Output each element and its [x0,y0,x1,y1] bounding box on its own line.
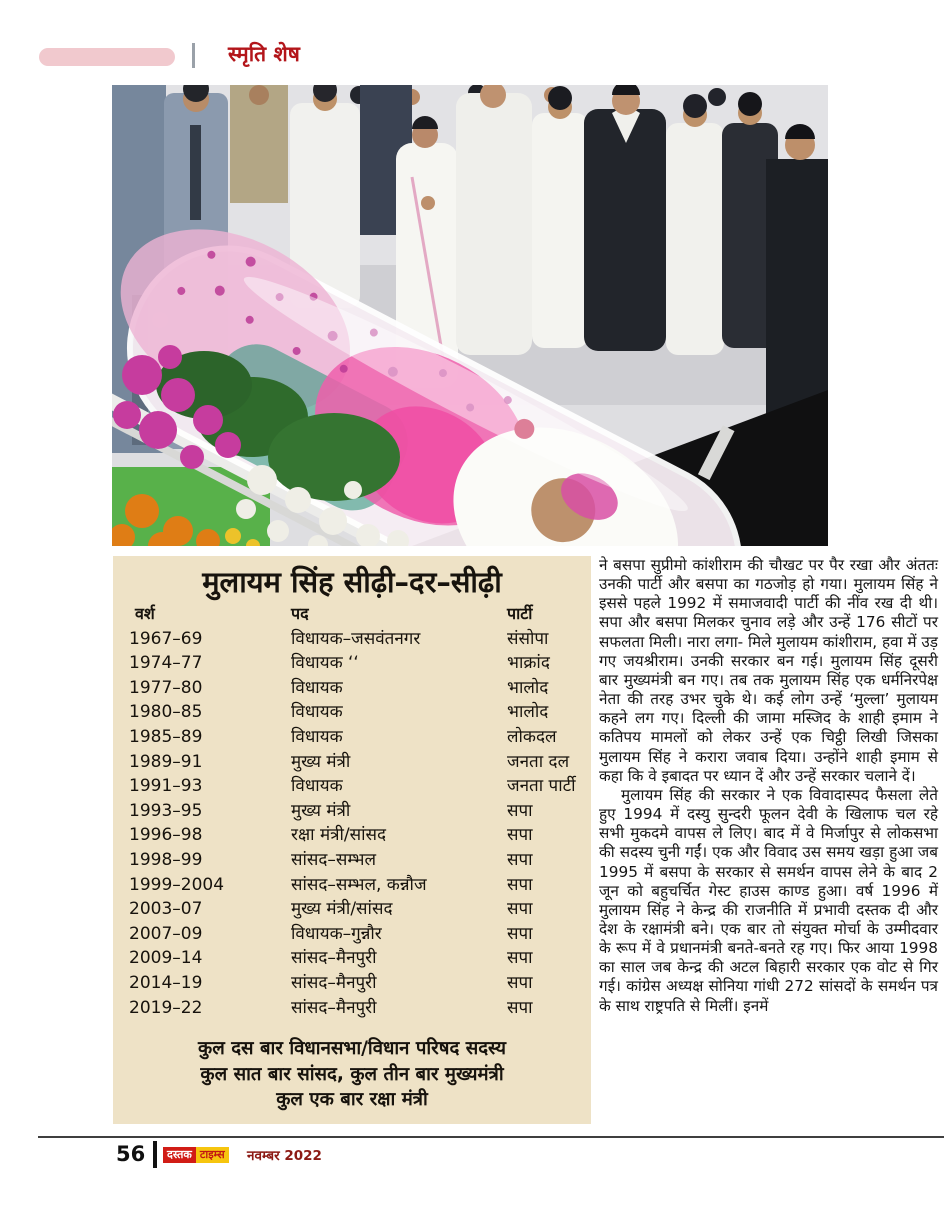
cell-years: 2014–19 [129,972,203,993]
table-row [113,996,591,1021]
cell-years: 1993–95 [129,800,203,821]
cell-post: विधायक [291,776,343,797]
issue-date: नवम्बर 2022 [247,1148,322,1164]
table-row [113,823,591,848]
cell-years: 1998–99 [129,849,203,870]
cell-years: 2007–09 [129,923,203,944]
table-row [113,676,591,701]
summary-line: कुल सात बार सांसद, कुल तीन बार मुख्यमंत्री [200,1063,504,1085]
cell-party: जनता दल [507,751,570,772]
cell-years: 1967–69 [129,628,203,649]
cell-party: सपा [507,972,533,993]
cell-post: विधायक [291,702,343,723]
footer-divider-bar [153,1141,157,1168]
cell-party: जनता पार्टी [507,776,576,797]
cell-party: सपा [507,800,533,821]
table-row [113,922,591,947]
cell-post: रक्षा मंत्री/सांसद [291,825,387,846]
cell-years: 1974–77 [129,653,203,674]
cell-years: 2009–14 [129,948,203,969]
cell-post: विधायक–गुन्नौर [291,923,382,944]
cell-post: विधायक–जसवंतनगर [291,628,421,649]
table-row [113,971,591,996]
table-body [113,627,591,1021]
cell-years: 1985–89 [129,726,203,747]
memorial-photo [112,85,828,546]
cell-years: 1991–93 [129,776,203,797]
cell-party: भालोद [507,702,549,723]
table-row [113,700,591,725]
table-row [113,725,591,750]
cell-party: सपा [507,825,533,846]
cell-party: सपा [507,874,533,895]
col-header-post: पद [291,604,309,623]
career-table-box [113,556,591,1124]
summary-line: कुल एक बार रक्षा मंत्री [276,1089,428,1111]
cell-post: सांसद–सम्भल, कन्नौज [291,874,427,895]
cell-party: सपा [507,923,533,944]
table-header-row [113,602,591,627]
cell-party: सपा [507,948,533,969]
logo-text-dastak: दस्तक [163,1147,196,1163]
cell-post: विधायक [291,726,343,747]
article-paragraph: मुलायम सिंह की सरकार ने एक विवादास्पद फैसला लेते हुए 1994 में दस्यु सुन्दरी फूलन देवी के खिलाफ चल रहे सभी मुकदमे वापस ले लिए। बाद में वे मिर्जापुर से लोकसभा की सदस्य चुनी गईं। एक और विवाद उस समय खड़ा हुआ जब 1995 में बसपा के सरकार से समर्थन वापस लेने के बाद 2 जून को बहुचर्चित गेस्ट हाउस काण्ड हुआ। वर्ष 1996 में मुलायम सिंह ने केन्द्र की राजनीति में प्रभावी दस्तक दी और देश के रक्षामंत्री बने। एक बार तो संयुक्त मोर्चा के उम्मीदवार के रूप में वे प्रधानमंत्री बनते-बनते रह गए। फिर आया 1998 का साल जब केन्द्र की अटल बिहारी सरकार एक वोट से गिर गई। कांग्रेस अध्यक्ष सोनिया गांधी 272 सांसदों के समर्थन पत्र के साथ राष्ट्रपति से मिलीं। इनमें [599,785,938,1015]
footer-rule [38,1136,944,1138]
cell-post: मुख्य मंत्री [291,751,351,772]
logo-text-times: टाइम्स [196,1147,229,1163]
cell-post: मुख्य मंत्री [291,800,351,821]
cell-party: भाक्रांद [507,653,550,674]
article-paragraph: ने बसपा सुप्रीमो कांशीराम की चौखट पर पैर रखा और अंततः उनकी पार्टी और बसपा का गठजोड़ हो गया। मुलायम सिंह ने इससे पहले 1992 में समाजवादी पार्टी की नींव रख दी थी। सपा और बसपा मिलकर चुनाव लड़े और उन्हें 176 सीटों पर सफलता मिली। नारा लगा- मिले मुलायम कांशीराम, हवा में उड़ गए जयश्रीराम। उनकी सरकार बन गई। मुलायम सिंह दूसरी बार मुख्यमंत्री बन गए। तब तक मुलायम सिंह एक धर्मनिरपेक्ष नेता की तरह उभर चुके थे। कई लोग उन्हें ‘मुल्ला’ मुलायम कहने लग गए। दिल्ली की जामा मस्जिद के शाही इमाम ने कतिपय मामलों को लेकर उन्हें एक चिट्ठी लिखी जिसका मुलायम सिंह ने करारा जवाब दिया। उन्होंने शाही इमाम से कहा कि वे इबादत पर ध्यान दें और उन्हें सरकार चलाने दें। [599,556,938,785]
masthead-placeholder [39,48,175,66]
cell-post: विधायक [291,677,343,698]
cell-post: सांसद–सम्भल [291,849,376,870]
table-row [113,627,591,652]
table-row [113,774,591,799]
table-row [113,897,591,922]
cell-post: मुख्य मंत्री/सांसद [291,899,393,920]
cell-post: सांसद–मैनपुरी [291,948,377,969]
cell-years: 1999–2004 [129,874,225,895]
cell-post: विधायक ‘‘ [291,653,359,674]
cell-party: सपा [507,997,533,1018]
cell-years: 2019–22 [129,997,203,1018]
table-row [113,848,591,873]
table-title: मुलायम सिंह सीढ़ी–दर–सीढ़ी [202,565,502,599]
memorial-photo-graphic [112,85,828,546]
cell-years: 1989–91 [129,751,203,772]
cell-years: 1977–80 [129,677,203,698]
cell-party: संसोपा [507,628,549,649]
cell-years: 1996–98 [129,825,203,846]
article-column [599,556,938,1016]
cell-party: लोकदल [507,726,557,747]
table-row [113,651,591,676]
page-number: 56 [116,1142,146,1166]
cell-years: 1980–85 [129,702,203,723]
table-row [113,873,591,898]
section-title: स्मृति शेष [228,42,300,66]
cell-party: भालोद [507,677,549,698]
magazine-logo [163,1147,229,1163]
cell-post: सांसद–मैनपुरी [291,972,377,993]
col-header-party: पार्टी [507,604,533,623]
cell-party: सपा [507,899,533,920]
table-row [113,946,591,971]
header-divider [192,43,195,68]
table-summary [113,1036,591,1113]
col-header-years: वर्श [135,604,155,623]
cell-years: 2003–07 [129,899,203,920]
summary-line: कुल दस बार विधानसभा/विधान परिषद सदस्य [198,1038,506,1060]
cell-post: सांसद–मैनपुरी [291,997,377,1018]
table-row [113,799,591,824]
cell-party: सपा [507,849,533,870]
table-row [113,750,591,775]
